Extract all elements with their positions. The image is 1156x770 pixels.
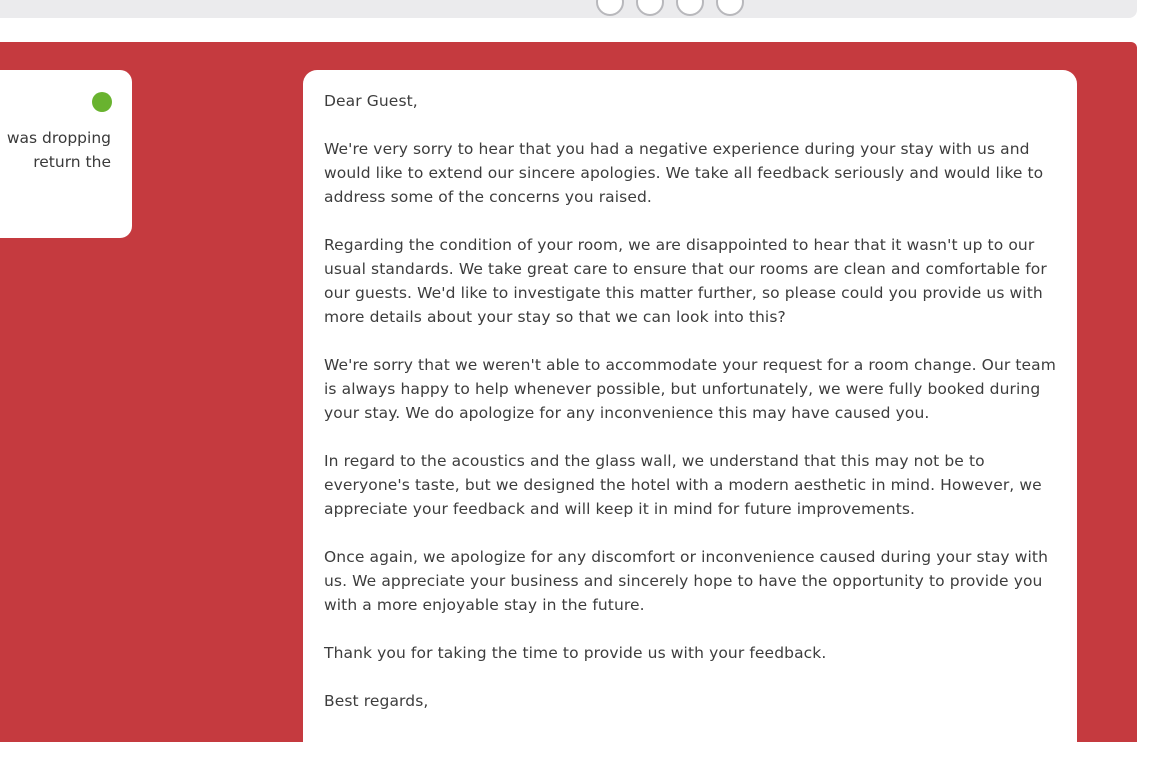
reply-paragraph: Thank you for taking the time to provide us with your feedback. xyxy=(324,644,827,662)
reply-greeting: Dear Guest, xyxy=(324,92,418,110)
pagination-dot-1[interactable] xyxy=(596,0,624,16)
pagination-dot-4[interactable] xyxy=(716,0,744,16)
status-indicator xyxy=(92,92,112,112)
reply-paragraph: We're very sorry to hear that you had a negative experience during your stay with us and would like to extend our sincere apologies. We take all feedback seriously and would like to address some of the concerns you raised. xyxy=(324,140,1044,206)
reply-card xyxy=(303,70,1077,770)
review-line: was dropping xyxy=(6,129,111,147)
top-toolbar xyxy=(0,0,1137,18)
review-excerpt xyxy=(0,126,111,174)
reply-paragraph: Once again, we apologize for any discomfort or inconvenience caused during your stay with us. We appreciate your business and sincerely hope to have the opportunity to provide you with a more enjoyable stay in the future. xyxy=(324,548,1049,614)
pagination-dot-2[interactable] xyxy=(636,0,664,16)
pagination-dots xyxy=(596,0,744,16)
reply-paragraph: In regard to the acoustics and the glass wall, we understand that this may not be to everyone's taste, but we designed the hotel with a modern aesthetic in mind. However, we appreciate your feedback and will keep it in mind for future improvements. xyxy=(324,452,1042,518)
review-card[interactable] xyxy=(0,70,132,238)
pagination-dot-3[interactable] xyxy=(676,0,704,16)
reply-signoff: Best regards, xyxy=(324,692,429,710)
review-line: return the xyxy=(33,153,111,171)
reply-paragraph: We're sorry that we weren't able to accommodate your request for a room change. Our team is always happy to help whenever possible, but unfortunately, we were fully booked during your stay. We do apologize for any inconvenience this may have caused you. xyxy=(324,356,1056,422)
reply-paragraph: Regarding the condition of your room, we are disappointed to hear that it wasn't up to our usual standards. We take great care to ensure that our rooms are clean and comfortable for our guests. We'd like to investigate this matter further, so please could you provide us with more details about your stay so that we can look into this? xyxy=(324,236,1047,326)
